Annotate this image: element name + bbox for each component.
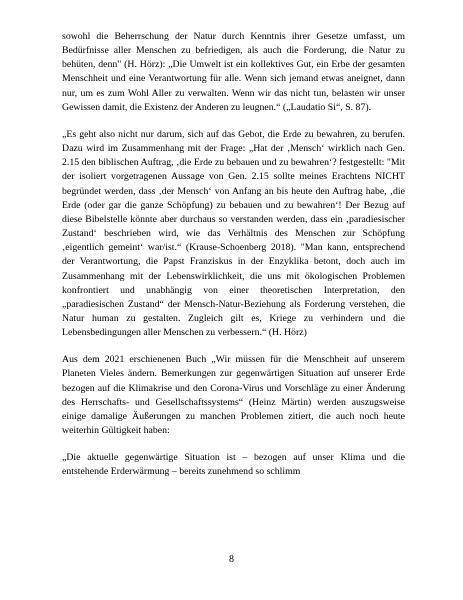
paragraph-genesis-discussion: „Es geht also nicht nur darum, sich auf das Gebot, die Erde zu bewahren, zu berufen. Dazu wird im Zusammenhang mit der Frage: „Hat der ‚Mensch‘ wirklich nach Gen. 2.15 den biblischen Auftrag, ‚die Erde zu bebauen und zu bewahren‘? festgestellt: "Mit der isoliert vorgetragenen Aussage von Gen. 2.15 sollte meines Erachtens NICHT begründet werden, dass ‚der Mensch‘ von Anfang an bis heute den Auftrag habe, ‚die Erde (oder gar die ganze Schöpfung) zu bebauen und zu bewahren‘! Der Bezug auf diese Bibelstelle könnte aber durchaus so verstanden werden, dass ein ‚paradiesischer Zustand‘ beschrieben wird, wie das Verhältnis des Menschen zur Schöpfung ‚eigentlich gemeint‘ war/ist.“ (Krause-Schoenberg 2018). "Man kann, entsprechend der Verantwortung, die Papst Franziskus in der Enzyklika betont, doch auch im Zusammenhang mit der Lebenswirklichkeit, die uns mit ökologischen Problemen konfrontiert und unabhängig von einer theoretischen Interpretation, den „paradiesischen Zustand“ der Mensch-Natur-Beziehung als Forderung verstehen, die Natur human zu gestalten. Zugleich gilt es, Kriege zu verhindern und die Lebensbedingungen aller Menschen zu verbessern.“ (H. Hörz): [62, 128, 405, 339]
paragraph-book-reference: Aus dem 2021 erschienenen Buch „Wir müssen für die Menschheit auf unserem Planeten Vieles ändern. Bemerkungen zur gegenwärtigen Situation auf unserer Erde bezogen auf die Klimakrise und den Corona-Virus und Vorschläge zu einer Änderung des Herrschafts- und Gesellschaftssystems“ (Heinz Märtin) werden auszugsweise einige damalige Äußerungen zu manchen Problemen zitiert, die auch noch heute weiterhin Gültigkeit haben:: [62, 354, 405, 437]
paragraph-current-situation: „Die aktuelle gegenwärtige Situation ist – bezogen auf unser Klima und die entstehende Erderwärmung – bereits zunehmend so schlimm: [62, 452, 405, 478]
body-text: [62, 30, 405, 480]
page-number: 8: [229, 554, 234, 565]
paragraph-laudato-si-quote: sowohl die Beherrschung der Natur durch Kenntnis ihrer Gesetze umfasst, um Bedürfnisse aller Menschen zu befriedigen, als auch die Forderung, die Natur zu behüten, denn" (H. Hörz): „Die Umwelt ist ein kollektives Gut, ein Erbe der gesamten Menschheit und eine Verantwortung für alle. Wenn sich jemand etwas aneignet, dann nur, um es zum Wohl Aller zu verwalten. Wenn wir das nicht tun, belasten wir unser Gewissen damit, die Existenz der Anderen zu leugnen.“ („Laudatio Si“, S. 87).: [62, 31, 405, 113]
